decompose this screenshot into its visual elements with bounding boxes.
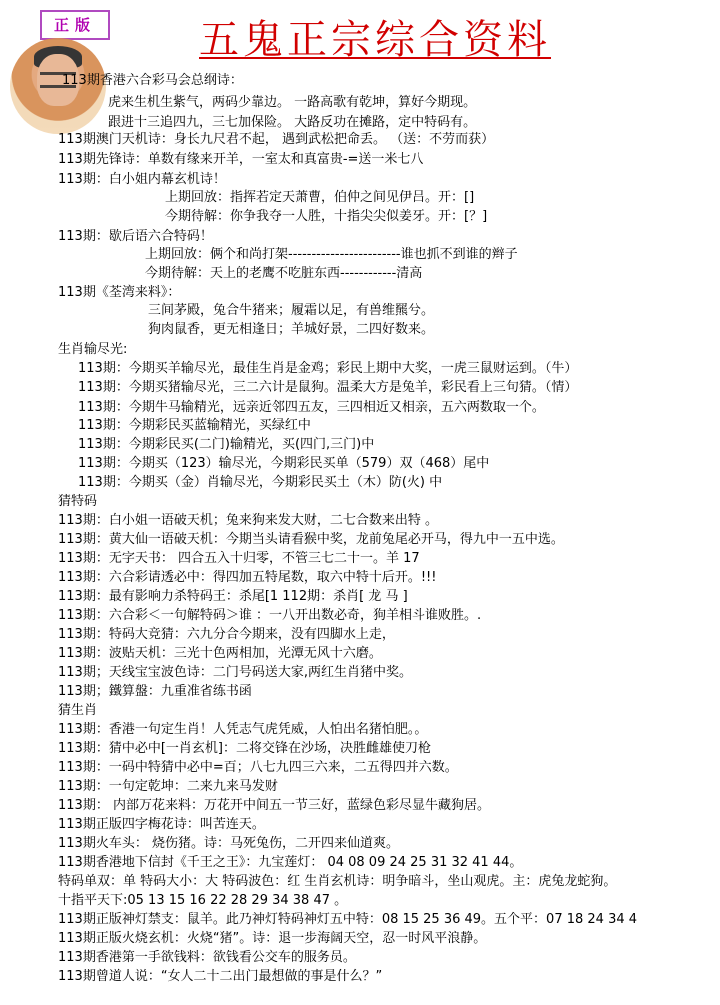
text-line: 113期先锋诗：单数有缘来开羊，一室太和真富贵-=送一米七八 [58,152,424,167]
text-line: 113期：白小姐一语破天机；兔来狗来发大财，二七合数来出特 。 [58,513,438,528]
text-line: 113期：白小姐内幕玄机诗！ [58,172,226,187]
text-line: 113期香港第一手欲钱料：欲钱看公交车的服务员。 [58,950,356,965]
text-line: 113期：最有影响力杀特码王：杀尾[1 112期：杀肖[ 龙 马 ] [58,589,408,604]
text-line: 113期：六合彩请透必中：得四加五特尾数，取六中特十后开。!!! [58,570,437,585]
text-line: 113期正版四字梅花诗：叫苦连天。 [58,817,265,832]
text-line: 特码单双：单 特码大小：大 特码波色：红 生肖玄机诗：明争暗斗，坐山观虎。主：虎兔龙蛇狗。 [58,874,617,889]
text-line: 113期：香港一句定生肖！人凭志气虎凭威，人怕出名猪怕肥。。 [58,722,428,737]
text-line: 113期曾道人说：“女人二十二出门最想做的事是什么？” [58,969,383,984]
text-line: 113期：今期彩民买蓝输精光，买绿红中 [78,418,311,433]
text-line: 113期：猜中必中[一肖玄机]：二将交锋在沙场，决胜雌雄使刀枪 [58,741,431,756]
text-line: 113期：今期买（123）输尽光，今期彩民买单（579）双（468）尾中 [78,456,490,471]
genuine-badge: 正版 [40,10,110,40]
text-line: 三间茅殿，兔合牛猪来；履霜以足，有兽维羆兮。 [148,303,435,318]
text-line: 上期回放：俩个和尚打架------------------------谁也抓不到谁的辫子 [145,247,518,262]
text-line: 113期： 内部万花来料：万花开中间五一节三好，蓝绿色彩尽显牛藏狗居。 [58,798,490,813]
text-line: 113期：六合彩＜一句解特码＞谁 ：一八开出数必奇，狗羊相斗谁败胜。. [58,608,482,623]
text-line: 113期；天线宝宝波色诗：二门号码送大家,两红生肖猪中奖。 [58,665,412,680]
text-line: 今期待解：天上的老鹰不吃脏东西------------清高 [145,266,423,281]
text-line: 今期待解：你争我夺一人胜，十指尖尖似姜牙。开：[？] [165,209,488,224]
text-line: 113期：今期买（金）肖输尽光，今期彩民买土（木）防(火) 中 [78,475,443,490]
text-line: 113期：今期买猪输尽光，三二六计是鼠狗。温柔大方是兔羊，彩民看上三句猜。（情） [78,380,578,395]
text-line: 113期《荃湾来料》： [58,285,181,300]
text-line: 虎来生机生紫气，两码少靠边。 一路高歌有乾坤，算好今期现。 [108,95,477,110]
text-line: 猜生肖 [58,703,98,718]
text-line: 113期：一句定乾坤：二来九来马发财 [58,779,278,794]
text-line: 113期：特码大竞猜：六九分合今期来，没有四脚水上走， [58,627,395,642]
text-line: 113期：波贴天机：三光十色两相加，光潭无风十六磨。 [58,646,382,661]
text-line: 跟进十三追四九，三七加保险。 大路反功在摊路，定中特码有。 [108,115,477,130]
text-line: 113期正版火烧玄机：火烧“猪”。诗：退一步海阔天空，忍一时风平浪静。 [58,931,487,946]
text-line: 113期澳门天机诗：身长九尺君不起， 遇到武松把命丢。 （送：不劳而获） [58,132,495,147]
text-line: 113期：今期牛马输精光，远亲近邻四五友，三四相近又相亲，五六两数取一个。 [78,400,545,415]
text-line: 113期：无字天书： 四合五入十归零，不管三七二十一。羊 17 [58,551,420,566]
text-line: 113期：歇后语六合特码！ [58,229,213,244]
text-line: 上期回放：指挥若定天萧曹，伯仲之间见伊吕。开：[] [165,190,475,205]
text-line: 猜特码 [58,494,98,509]
text-line: 113期：今期彩民买(二门)输精光，买(四门,三门)中 [78,437,375,452]
text-line: 113期正版神灯禁支：鼠羊。此乃神灯特码神灯五中特：08 15 25 36 49。五个平：07 18 24 34 4 [58,912,638,927]
text-line: 113期香港六合彩马会总纲诗： [62,73,243,88]
page-title: 五鬼正宗综合资料 [199,17,551,63]
text-line: 113期；鐵算盤：九重准省练书函 [58,684,252,699]
text-line: 113期：一码中特猜中必中=百；八七九四三六来，二五得四并六数。 [58,760,458,775]
text-line: 113期：今期买羊输尽光，最佳生肖是金鸡；彩民上期中大奖，一虎三鼠财运到。（牛） [78,361,578,376]
text-line: 生肖输尽光: [58,342,128,357]
text-line: 113期香港地下信封《千王之王》：九宝莲灯： 04 08 09 24 25 31 32 41 44。 [58,855,523,870]
text-line: 狗肉鼠香，更无相逢日；羊城好景，二四好数来。 [148,322,435,337]
text-line: 十指平天下:05 13 15 16 22 28 29 34 38 47 。 [58,893,348,908]
text-line: 113期：黄大仙一语破天机：今期当头请看猴中奖，龙前兔尾必开马，得九中一五中选。 [58,532,564,547]
text-line: 113期火车头： 烧伤猪。诗：马死兔伤，二开四来仙道爽。 [58,836,399,851]
